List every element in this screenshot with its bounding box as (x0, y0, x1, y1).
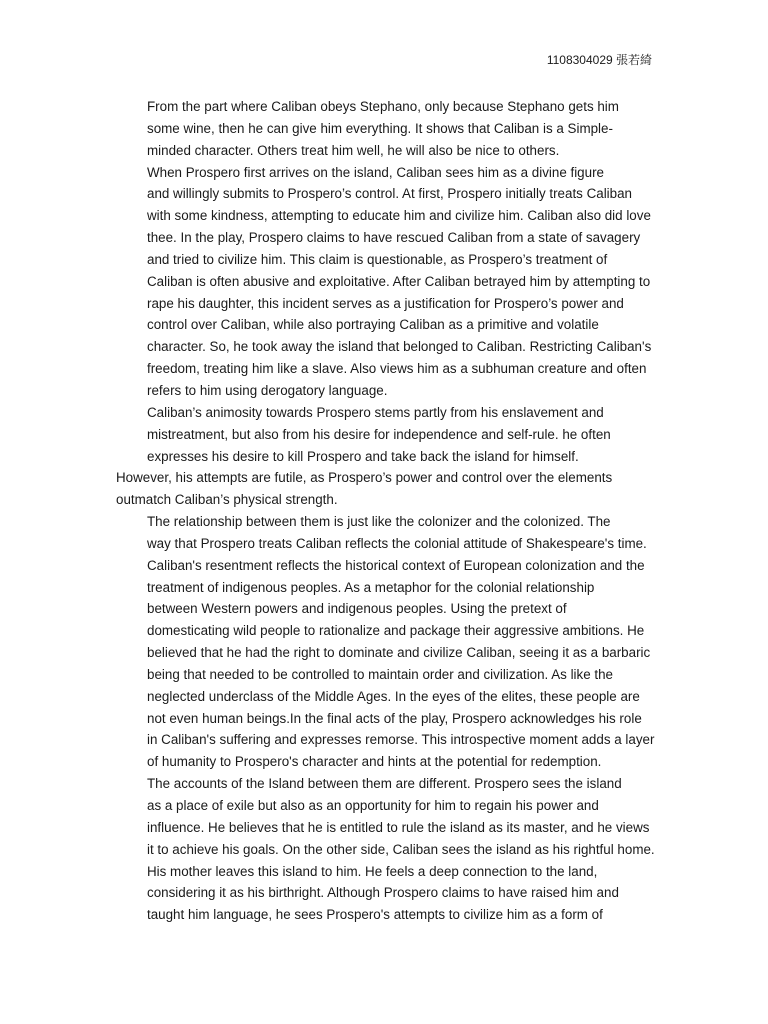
text-line: neglected underclass of the Middle Ages. In the eyes of the elites, these people are (147, 688, 640, 704)
text-line: mistreatment, but also from his desire for independence and self-rule. he often (147, 426, 611, 442)
paragraph (116, 511, 656, 773)
text-line: believed that he had the right to dominate and civilize Caliban, seeing it as a barbaric (147, 645, 651, 661)
text-line: The accounts of the Island between them are different. Prospero sees the island (147, 776, 622, 792)
text-line: as a place of exile but also as an opportunity for him to regain his power and (147, 798, 599, 813)
text-line: being that needed to be controlled to maintain order and civilization. As like the (147, 666, 613, 682)
text-line: with some kindness, attempting to educate him and civilize him. Caliban also did love (147, 208, 651, 224)
text-line: refers to him using derogatory language. (147, 382, 388, 398)
paragraph (116, 96, 656, 162)
text-line: However, his attempts are futile, as Prospero’s power and control over the elements (116, 470, 613, 486)
text-line: thee. In the play, Prospero claims to have rescued Caliban from a state of savagery (147, 230, 641, 246)
text-line: Caliban’s animosity towards Prospero stems partly from his enslavement and (147, 404, 604, 420)
text-line: it to achieve his goals. On the other side, Caliban sees the island as his rightful home. (147, 841, 655, 857)
text-line: and tried to civilize him. This claim is questionable, as Prospero’s treatment of (147, 251, 608, 267)
text-line: considering it as his birthright. Although Prospero claims to have raised him and (147, 885, 619, 901)
text-line: domesticating wild people to rationalize and package their aggressive ambitions. He (147, 623, 645, 639)
text-line: control over Caliban, while also portraying Caliban as a primitive and volatile (147, 317, 599, 333)
paragraph (116, 773, 656, 926)
text-line: expresses his desire to kill Prospero and take back the island for himself. (147, 448, 579, 464)
text-line: Caliban is often abusive and exploitative. After Caliban betrayed him by attempting to (147, 273, 651, 289)
text-line: between Western powers and indigenous peoples. Using the pretext of (147, 601, 567, 617)
text-line: some wine, then he can give him everything. It shows that Caliban is a Simple- (147, 120, 613, 136)
text-line: of humanity to Prospero's character and hints at the potential for redemption. (147, 754, 602, 770)
text-line: Caliban's resentment reflects the historical context of European colonization and the (147, 557, 645, 573)
student-id-header: 1108304029 張若綺 (546, 53, 652, 67)
paragraph (116, 402, 656, 468)
text-line: The relationship between them is just like the colonizer and the colonized. The (147, 514, 611, 530)
text-line: His mother leaves this island to him. He feels a deep connection to the land, (147, 863, 598, 879)
text-line: not even human beings.In the final acts of the play, Prospero acknowledges his role (147, 710, 642, 726)
text-line: outmatch Caliban’s physical strength. (116, 492, 338, 508)
paragraph (116, 467, 656, 511)
text-line: and willingly submits to Prospero’s control. At first, Prospero initially treats Caliban (147, 186, 632, 202)
essay-body (116, 96, 656, 926)
text-line: influence. He believes that he is entitled to rule the island as its master, and he views (147, 819, 650, 835)
paragraph (116, 162, 656, 402)
text-line: When Prospero first arrives on the island, Caliban sees him as a divine figure (147, 164, 604, 180)
text-line: rape his daughter, this incident serves as a justification for Prospero’s power and (147, 295, 624, 311)
text-line: From the part where Caliban obeys Stephano, only because Stephano gets him (147, 99, 619, 114)
text-line: taught him language, he sees Prospero's attempts to civilize him as a form of (147, 907, 603, 923)
text-line: character. So, he took away the island that belonged to Caliban. Restricting Caliban's (147, 339, 652, 355)
text-line: minded character. Others treat him well, he will also be nice to others. (147, 142, 560, 158)
text-line: in Caliban's suffering and expresses remorse. This introspective moment adds a layer (147, 732, 655, 748)
text-line: treatment of indigenous peoples. As a metaphor for the colonial relationship (147, 579, 595, 595)
text-line: way that Prospero treats Caliban reflects the colonial attitude of Shakespeare's time. (147, 535, 647, 551)
text-line: freedom, treating him like a slave. Also views him as a subhuman creature and often (147, 361, 647, 377)
